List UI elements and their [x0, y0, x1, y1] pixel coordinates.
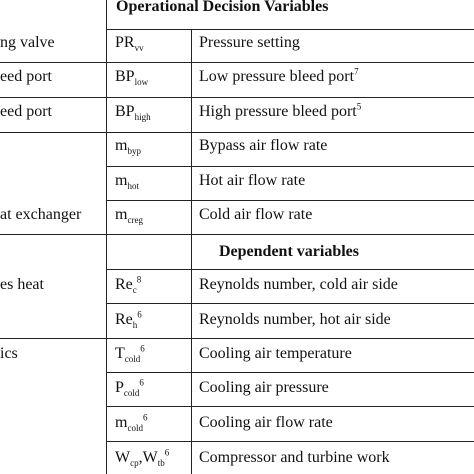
row-line [0, 132, 474, 133]
row-symbol: $BP_{high}$ [115, 103, 151, 123]
row-description: Bypass air flow rate [199, 137, 328, 154]
column-divider-middle [191, 29, 192, 474]
row-left-label: ng valve [0, 34, 55, 51]
row-left-label: ics [0, 345, 18, 362]
row-description: Cooling air temperature [199, 345, 352, 362]
row-description: Hot air flow rate [199, 172, 306, 189]
row-line [0, 97, 474, 98]
header-dependent-variables: Dependent variables [219, 243, 359, 260]
row-symbol: $PR_{vv}$ [115, 34, 144, 54]
row-left-label: eed port [0, 103, 52, 120]
row-symbol: $BP_{low}$ [115, 68, 149, 88]
row-left-label: at exchanger [0, 206, 82, 223]
column-divider-left [106, 0, 107, 474]
row-description: Cooling air pressure [199, 379, 329, 396]
row-symbol: $P_{cold}^6$ [115, 377, 144, 399]
row-line [0, 338, 474, 339]
header-operational-decision-variables: Operational Decision Variables [116, 0, 329, 15]
row-symbol: $m_{hot}$ [115, 172, 139, 192]
row-description: Reynolds number, cold air side [199, 276, 398, 293]
row-line [106, 372, 474, 373]
row-left-label: es heat [0, 276, 44, 293]
row-symbol: $T_{cold}^6$ [115, 343, 145, 365]
row-line [106, 200, 474, 201]
row-description: Cooling air flow rate [199, 414, 333, 431]
row-line [0, 234, 474, 235]
row-symbol: $m_{cold}^6$ [115, 412, 148, 434]
row-symbol: $W_{cp},W_{tb}^6$ [115, 447, 170, 469]
row-line [106, 441, 474, 442]
row-description: High pressure bleed port$^5$ [199, 101, 362, 120]
row-description: Cold air flow rate [199, 206, 313, 223]
row-line [106, 166, 474, 167]
row-line [0, 62, 474, 63]
row-left-label: eed port [0, 68, 52, 85]
row-line [106, 29, 474, 30]
row-line [106, 269, 474, 270]
row-description: Pressure setting [199, 34, 300, 51]
row-symbol: $Re_c^8$ [115, 274, 142, 296]
row-symbol: $Re_h^6$ [115, 309, 142, 331]
row-symbol: $m_{byp}$ [115, 137, 141, 157]
row-description: Low pressure bleed port$^7$ [199, 66, 359, 85]
row-line [106, 406, 474, 407]
row-line [106, 303, 474, 304]
row-description: Reynolds number, hot air side [199, 311, 391, 328]
row-symbol: $m_{creg}$ [115, 206, 143, 226]
row-description: Compressor and turbine work [199, 449, 390, 466]
